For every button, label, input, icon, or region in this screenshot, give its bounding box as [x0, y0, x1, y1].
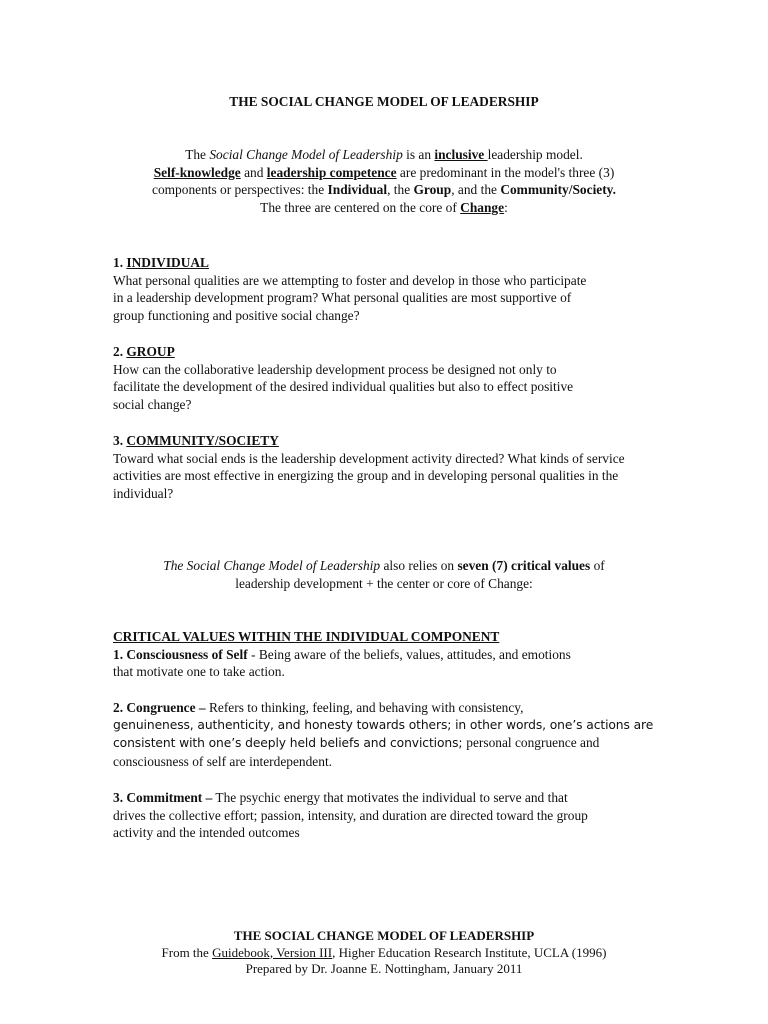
section-text-line: What personal qualities are we attempting to foster and develop in those who participate — [113, 272, 587, 288]
section-heading: 3. COMMUNITY/SOCIETY — [113, 433, 279, 448]
section-text-line: Toward what social ends is the leadership development activity directed? What kinds of service — [113, 450, 625, 466]
intro-line-2: Self-knowledge and leadership competence are predominant in the model's three (3) — [153, 164, 615, 180]
value-congruence — [113, 699, 703, 770]
section-text-line: facilitate the development of the desired individual qualities but also to effect positive — [113, 379, 574, 394]
section-text-line: activities are most effective in energizing the group and in developing personal qualities in the — [113, 468, 619, 483]
value-commitment-line-2: drives the collective effort; passion, intensity, and duration are directed toward the group — [113, 807, 588, 823]
value-commitment-line-3: activity and the intended outcomes — [113, 825, 300, 840]
section-text-line: group functioning and positive social change? — [113, 307, 360, 323]
section-critical-values — [113, 628, 703, 681]
value-consciousness-line-1: 1. Consciousness of Self - Being aware of the beliefs, values, attitudes, and emotions — [113, 646, 571, 662]
intro-line-3: components or perspectives: the Individual, the Group, and the Community/Society. — [152, 182, 616, 197]
values-intro-paragraph — [100, 557, 668, 592]
section-text-line: social change? — [113, 396, 192, 412]
document-title: THE SOCIAL CHANGE MODEL OF LEADERSHIP — [229, 94, 539, 109]
footer-author-line: Prepared by Dr. Joanne E. Nottingham, January 2011 — [245, 961, 523, 976]
value-congruence-line-4: consciousness of self are interdependent. — [113, 753, 333, 769]
footer-title: THE SOCIAL CHANGE MODEL OF LEADERSHIP — [233, 928, 535, 943]
values-intro-line-1: The Social Change Model of Leadership also relies on seven (7) critical values of — [163, 558, 605, 573]
section-community — [113, 432, 703, 502]
section-individual — [113, 254, 703, 324]
value-commitment — [113, 789, 703, 842]
value-congruence-line-2: genuineness, authenticity, and honesty towards others; in other words, one’s actions are — [113, 717, 654, 732]
intro-paragraph — [100, 146, 668, 216]
section-text-line: individual? — [113, 485, 174, 501]
section-text-line: in a leadership development program? What personal qualities are most supportive of — [113, 290, 572, 305]
value-consciousness-line-2: that motivate one to take action. — [113, 664, 285, 679]
section-heading: 2. GROUP — [113, 344, 175, 359]
critical-values-heading: CRITICAL VALUES WITHIN THE INDIVIDUAL COMPONENT — [113, 629, 500, 644]
value-congruence-line-3: consistent with one’s deeply held beliefs and convictions; personal congruence and — [113, 735, 600, 750]
section-text-line: How can the collaborative leadership development process be designed not only to — [113, 361, 557, 377]
footer-source-line: From the Guidebook, Version III, Higher Education Research Institute, UCLA (1996) — [161, 944, 607, 960]
intro-line-1: The Social Change Model of Leadership is an inclusive leadership model. — [185, 147, 583, 162]
section-heading: 1. INDIVIDUAL — [113, 255, 209, 270]
values-intro-line-2: leadership development + the center or core of Change: — [235, 575, 533, 591]
page-footer — [0, 928, 768, 978]
intro-line-4: The three are centered on the core of Change: — [260, 199, 508, 215]
value-congruence-line-1: 2. Congruence – Refers to thinking, feeling, and behaving with consistency, — [113, 700, 524, 715]
section-group — [113, 343, 703, 413]
value-commitment-line-1: 3. Commitment – The psychic energy that motivates the individual to serve and that — [113, 790, 568, 805]
